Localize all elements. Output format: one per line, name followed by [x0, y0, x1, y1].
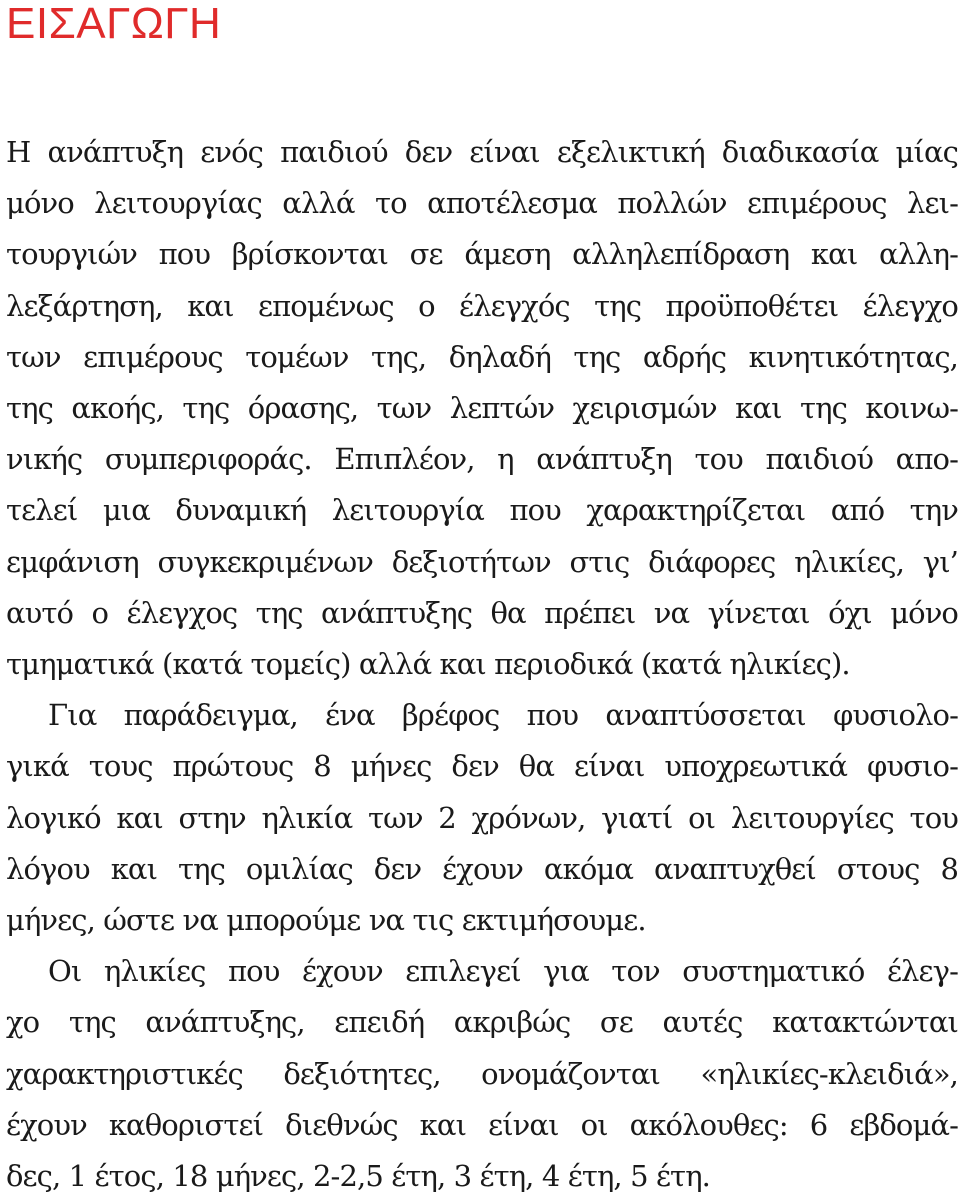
text-line: μόνο λειτουργίας αλλά το αποτέλεσμα πολλών επιμέρους λει-: [6, 186, 958, 221]
text-line: λογικό και στην ηλικία των 2 χρόνων, γιατί οι λειτουργίες του: [6, 800, 958, 835]
text-line: νικής συμπεριφοράς. Επιπλέον, η ανάπτυξη του παιδιού απο-: [6, 442, 958, 477]
text-line: χαρακτηριστικές δεξιότητες, ονομάζονται «ηλικίες-κλειδιά»,: [6, 1056, 958, 1091]
body-text: [6, 127, 958, 1202]
text-line: χο της ανάπτυξης, επειδή ακριβώς σε αυτές κατακτώνται: [6, 1005, 958, 1040]
text-line: Οι ηλικίες που έχουν επιλεγεί για τον συστηματικό έλεγ-: [48, 954, 958, 989]
text-line: τελεί μια δυναμική λειτουργία που χαρακτηρίζεται από την: [6, 493, 958, 528]
text-line: Η ανάπτυξη ενός παιδιού δεν είναι εξελικτική διαδικασία μίας: [6, 135, 958, 169]
text-line: Για παράδειγμα, ένα βρέφος που αναπτύσσεται φυσιολο-: [48, 698, 958, 733]
text-line: δες, 1 έτος, 18 μήνες, 2-2,5 έτη, 3 έτη, 4 έτη, 5 έτη.: [6, 1159, 710, 1194]
text-line: εμφάνιση συγκεκριμένων δεξιοτήτων στις διάφορες ηλικίες, γι’: [6, 544, 958, 579]
text-line: λεξάρτηση, και επομένως ο έλεγχός της προϋποθέτει έλεγχο: [6, 288, 958, 323]
text-line: μήνες, ώστε να μπορούμε να τις εκτιμήσουμε.: [6, 903, 646, 938]
section-heading: ΕΙΣΑΓΩΓΗ: [6, 0, 222, 48]
text-line: αυτό ο έλεγχος της ανάπτυξης θα πρέπει να γίνεται όχι μόνο: [6, 595, 958, 630]
text-line: τουργιών που βρίσκονται σε άμεση αλληλεπίδραση και αλλη-: [6, 237, 958, 272]
text-line: των επιμέρους τομέων της, δηλαδή της αδρής κινητικότητας,: [6, 339, 958, 374]
text-line: της ακοής, της όρασης, των λεπτών χειρισμών και της κοινω-: [6, 391, 958, 426]
text-line: λόγου και της ομιλίας δεν έχουν ακόμα αναπτυχθεί στους 8: [6, 851, 958, 886]
text-line: γικά τους πρώτους 8 μήνες δεν θα είναι υποχρεωτικά φυσιο-: [6, 749, 958, 784]
text-line: έχουν καθοριστεί διεθνώς και είναι οι ακόλουθες: 6 εβδομά-: [6, 1107, 958, 1142]
text-line: τμηματικά (κατά τομείς) αλλά και περιοδικά (κατά ηλικίες).: [6, 647, 850, 682]
